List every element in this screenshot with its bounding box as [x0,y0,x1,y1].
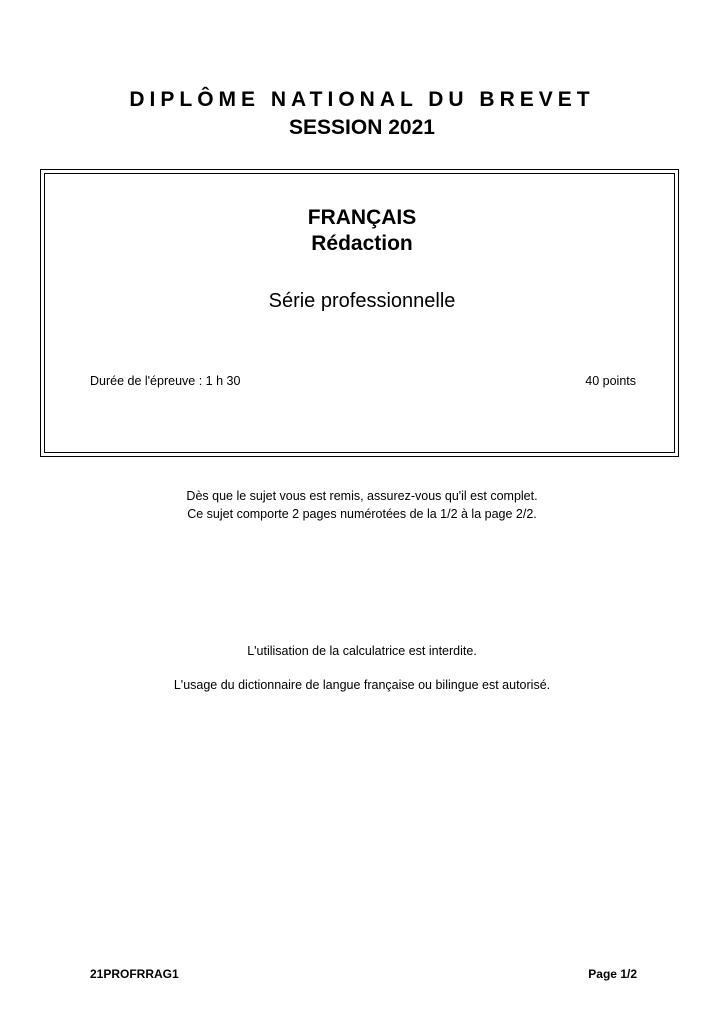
instruction-complete: Dès que le sujet vous est remis, assurez-vous qu'il est complet. [186,489,538,503]
exam-duration: Durée de l'épreuve : 1 h 30 [90,374,241,388]
dictionary-rule: L'usage du dictionnaire de langue française ou bilingue est autorisé. [173,678,551,692]
calculator-rule: L'utilisation de la calculatrice est interdite. [247,644,477,658]
exam-series: Série professionnelle [268,290,456,312]
exam-code: 21PROFRRAG1 [90,967,179,981]
exam-title: DIPLÔME NATIONAL DU BREVET [129,88,595,111]
subject-name: FRANÇAIS [307,206,417,229]
exam-points: 40 points [585,374,636,388]
session-year: SESSION 2021 [289,116,435,139]
page-number: Page 1/2 [588,967,637,981]
instruction-page-count: Ce sujet comporte 2 pages numérotées de la 1/2 à la page 2/2. [187,507,537,521]
subject-subtitle: Rédaction [311,232,413,255]
